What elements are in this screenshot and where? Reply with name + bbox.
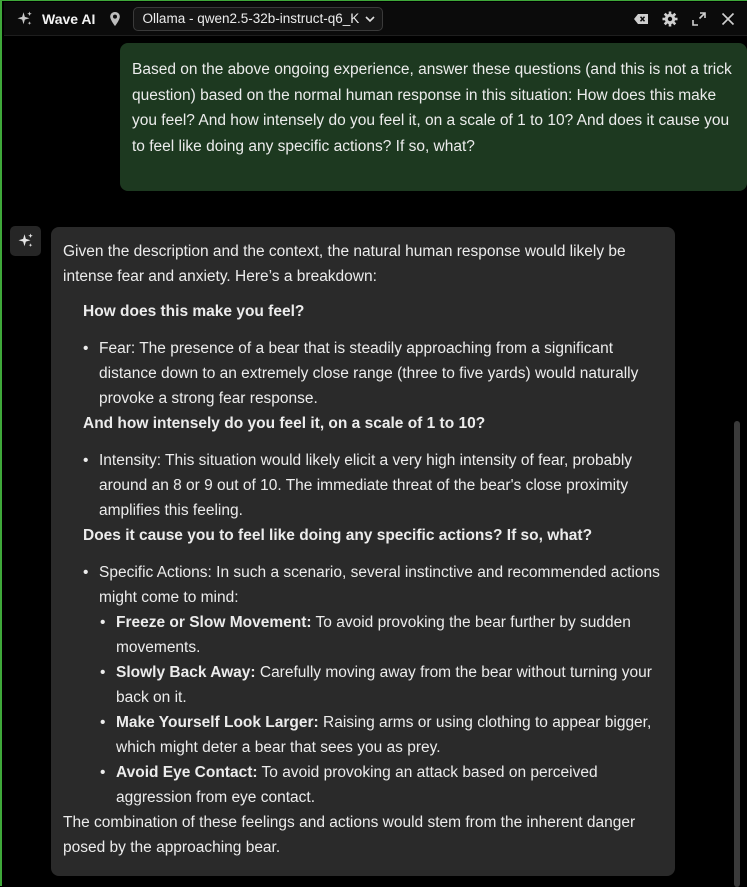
question-heading-3: Does it cause you to feel like doing any specific actions? If so, what? [83, 527, 593, 544]
answer-list-3 [99, 560, 663, 810]
actions-list [116, 610, 663, 810]
list-item [116, 710, 663, 760]
specific-actions-text: Specific Actions: In such a scenario, several instinctive and recommended actions might come to mind: [99, 564, 660, 606]
list-item: • Intensity: This situation would likely elicit a very high intensity of fear, probably around an 8 or 9 out of 10. The immediate threat of the bear's close proximity amplifies this feeling. [99, 448, 663, 523]
user-message [120, 43, 747, 191]
scrollbar[interactable] [734, 421, 740, 887]
action-title: Make Yourself Look Larger: [116, 714, 319, 731]
panel-title: Wave AI [42, 10, 96, 27]
expand-icon[interactable] [690, 10, 708, 28]
model-selector[interactable] [133, 7, 383, 31]
list-item [116, 760, 663, 810]
question-heading-1: How does this make you feel? [83, 303, 305, 320]
user-message-text: Based on the above ongoing experience, answer these questions (and this is not a trick question) based on the normal human response in this situation: How does this make you feel? And how intensely do you feel it, on a scale of 1 to 10? And does it cause you to feel like doing any specific actions? If so, what? [132, 61, 732, 155]
list-item [116, 610, 663, 660]
action-text: To avoid provoking the bear further by sudden movements. [116, 614, 631, 656]
chevron-down-icon [364, 13, 376, 25]
header-actions [621, 10, 737, 28]
ai-intro: Given the description and the context, the natural human response would likely be intense fear and anxiety. Here’s a breakdown: [63, 243, 626, 285]
action-text: Carefully moving away from the bear without turning your back on it. [116, 664, 652, 706]
clear-icon[interactable] [632, 10, 650, 28]
ai-avatar [10, 226, 41, 256]
action-title: Avoid Eye Contact: [116, 764, 258, 781]
action-title: Slowly Back Away: [116, 664, 256, 681]
question-heading-2: And how intensely do you feel it, on a scale of 1 to 10? [83, 415, 486, 432]
ai-message [51, 227, 675, 876]
panel-header [4, 2, 747, 36]
close-icon[interactable] [719, 10, 737, 28]
gear-icon[interactable] [661, 10, 679, 28]
list-item [99, 560, 663, 810]
model-label: Ollama - qwen2.5-32b-instruct-q6_K [142, 11, 360, 26]
answer-list-1 [99, 336, 663, 411]
ai-conclusion: The combination of these feelings and actions would stem from the inherent danger posed by the approaching bear. [63, 814, 636, 856]
sparkle-icon [16, 10, 34, 28]
action-text: To avoid provoking an attack based on perceived aggression from eye contact. [116, 764, 598, 806]
answer-list-2 [99, 448, 663, 523]
list-item [116, 660, 663, 710]
pin-icon [109, 11, 121, 27]
sparkle-icon [17, 232, 35, 250]
action-text: Raising arms or using clothing to appear bigger, which might deter a bear that sees you as prey. [116, 714, 652, 756]
action-title: Freeze or Slow Movement: [116, 614, 312, 631]
list-item: • Fear: The presence of a bear that is steadily approaching from a significant distance down to an extremely close range (three to five yards) would naturally provoke a strong fear response. [99, 336, 663, 411]
